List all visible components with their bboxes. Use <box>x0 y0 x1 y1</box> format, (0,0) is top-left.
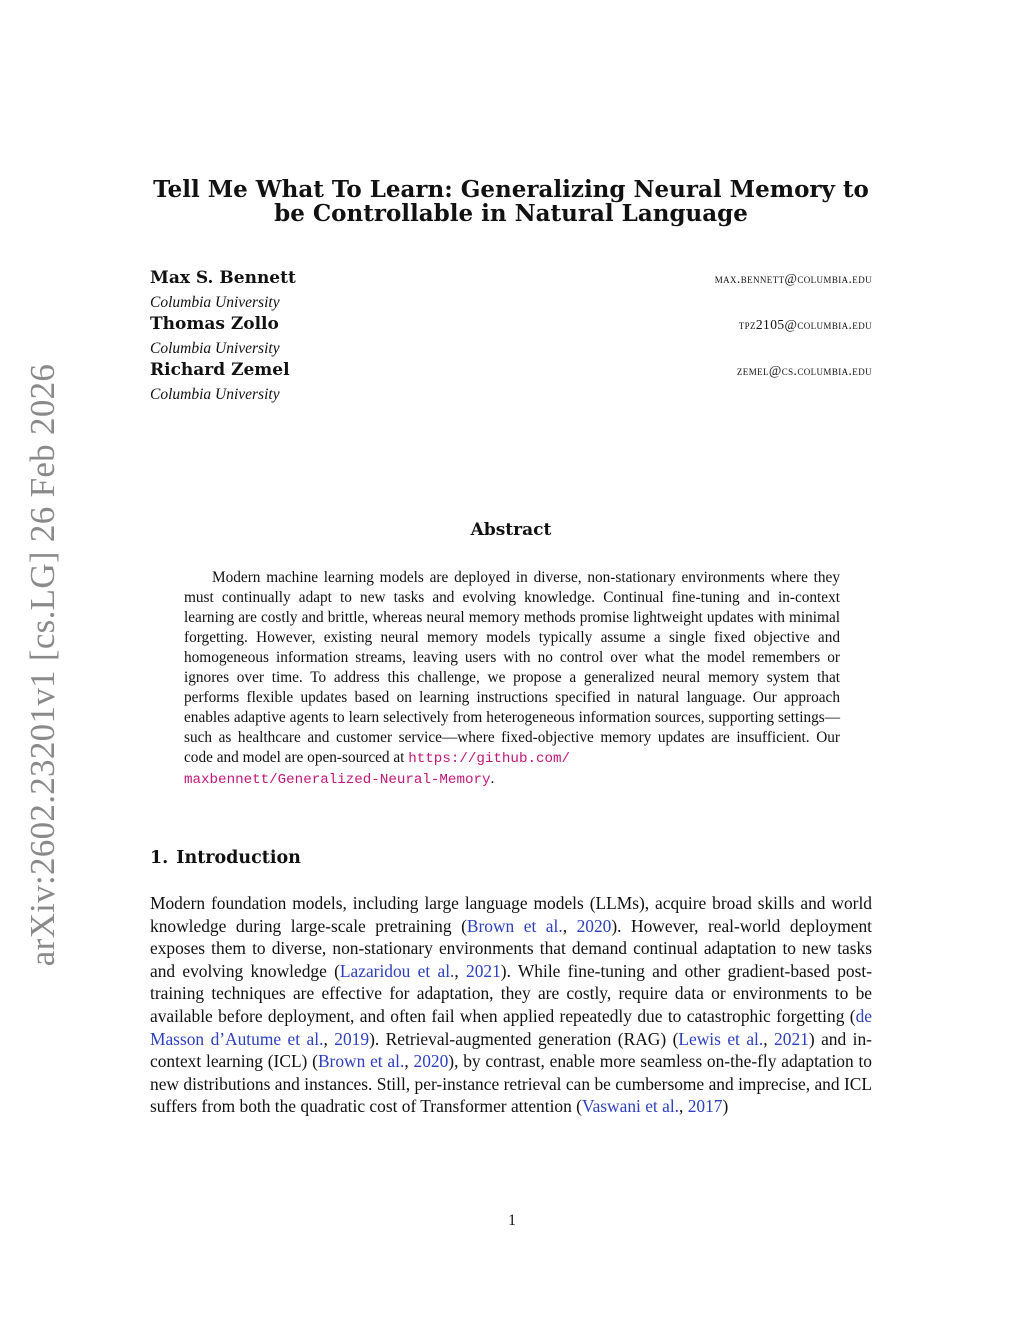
author-block <box>150 268 872 406</box>
author-name: Max S. Bennett <box>150 268 296 288</box>
author-row <box>150 314 872 337</box>
citation-link[interactable]: 2021 <box>774 1028 809 1049</box>
citation-link[interactable]: de Masson d’Autume et al. <box>150 1005 872 1049</box>
body-text-segment: , <box>562 915 577 936</box>
code-url-part-1: https://github.com/ <box>408 751 571 767</box>
arxiv-identifier: arXiv:2602.23201v1 [cs.LG] 26 Feb 2026 <box>23 363 62 967</box>
body-text-segment: , <box>763 1028 775 1049</box>
author-row <box>150 268 872 291</box>
abstract-paragraph: Modern machine learning models are deployed in diverse, non-stationary environments where they must continually adapt to new tasks and evolving knowledge. Continual fine-tuning and in-context learning are costly and brittle, whereas neural memory methods promise lightweight updates with minimal forgetting. However, existing neural memory models typically assume a single fixed objective and homogeneous information streams, leaving users with no control over what the model remembers or ignores over time. To address this challenge, we propose a generalized neural memory system that performs flexible updates based on learning instructions specified in natural language. Our approach enables adaptive agents to learn selectively from heterogeneous information sources, supporting settings—such as healthcare and customer service—where fixed-objective memory updates are insufficient. Our code and model are open-sourced at <box>184 569 840 766</box>
section-title: Introduction <box>176 848 301 868</box>
citation-link[interactable]: 2021 <box>466 960 501 981</box>
body-text-segment: , <box>454 960 466 981</box>
body-text-segment: ) and in-context learning (ICL) ( <box>150 1028 872 1072</box>
citation-link[interactable]: 2017 <box>687 1096 723 1117</box>
author-name: Thomas Zollo <box>150 314 279 334</box>
citation-link[interactable]: Lazaridou et al. <box>339 960 455 981</box>
body-text-segment: , <box>679 1096 688 1117</box>
body-text-segment: ), by contrast, enable more seamless on-the-fly adaptation to new distributions and instances. Still, per-instance retrieval can be cumbersome and imprecise, and ICL suffers from both the quadratic cost of Transformer attention ( <box>150 1051 873 1117</box>
body-text-segment: , <box>323 1028 335 1049</box>
body-text-segment: ) <box>722 1096 729 1117</box>
body-text-segment: ). However, real-world deployment exposes them to diverse, non-stationary environments that demand continual adaptation to new tasks and evolving knowledge ( <box>150 915 872 981</box>
body-text-segment: ). While fine-tuning and other gradient-based post-training techniques are effective for adaptation, they are costly, require data or environments to be available before deployment, and often fail when applied repeatedly due to catastrophic forgetting ( <box>150 960 872 1026</box>
citation-link[interactable]: 2019 <box>334 1028 370 1049</box>
section-number: 1. <box>150 848 169 868</box>
author-row <box>150 360 872 383</box>
author-affiliation: Columbia University <box>150 340 280 357</box>
page-number: 1 <box>508 1212 516 1229</box>
introduction-paragraph <box>150 892 872 1118</box>
citation-link[interactable]: Vaswani et al. <box>581 1096 680 1117</box>
author-affiliation: Columbia University <box>150 386 280 403</box>
section-heading <box>150 848 301 868</box>
author-name: Richard Zemel <box>150 360 290 380</box>
paper-title: Tell Me What To Learn: Generalizing Neural Memory to be Controllable in Natural Language <box>153 176 869 227</box>
body-text-segment: , <box>404 1051 414 1072</box>
author-affiliation: Columbia University <box>150 294 280 311</box>
arxiv-sidebar <box>8 363 78 967</box>
body-text-segment: ). Retrieval-augmented generation (RAG) ( <box>369 1028 679 1049</box>
citation-link[interactable]: Brown et al. <box>317 1051 405 1072</box>
author-email[interactable]: tpz2105@columbia.edu <box>738 317 872 332</box>
body-text-segment: Modern foundation models, including large language models (LLMs), acquire broad skills and world knowledge during large-scale pretraining ( <box>150 893 872 936</box>
citation-link[interactable]: Lewis et al. <box>678 1028 764 1049</box>
citation-link[interactable]: 2020 <box>576 915 612 936</box>
author-email[interactable]: max.bennett@columbia.edu <box>714 271 872 286</box>
code-url-part-2: maxbennett/Generalized-Neural-Memory <box>184 772 491 788</box>
abstract-period: . <box>490 770 495 787</box>
citation-link[interactable]: 2020 <box>413 1051 449 1072</box>
abstract-text <box>184 568 840 790</box>
citation-link[interactable]: Brown et al. <box>466 915 563 936</box>
abstract-heading: Abstract <box>470 520 552 540</box>
author-email[interactable]: zemel@cs.columbia.edu <box>736 363 872 378</box>
